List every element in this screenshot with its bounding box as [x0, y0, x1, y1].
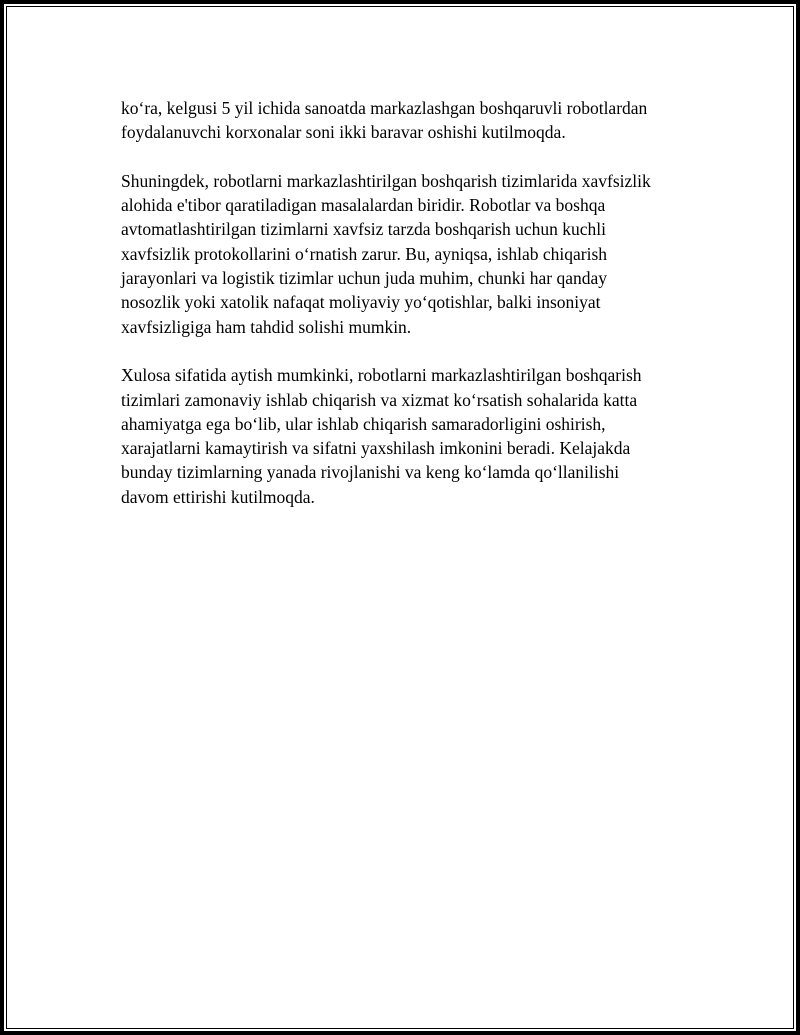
paragraph-conclusion: Xulosa sifatida aytish mumkinki, robotlarni markazlashtirilgan boshqarish tizimlari zamonaviy ishlab chiqarish va xizmat ko‘rsatish sohalarida katta ahamiyatga ega bo‘lib, ular ishlab chiqarish samaradorligini oshirish, xarajatlarni kamaytirish va sifatni yaxshilash imkonini beradi. Kelajakda bunday tizimlarning yanada rivojlanishi va keng ko‘lamda qo‘llanilishi davom ettirishi kutilmoqda.	[121, 365, 642, 507]
document-body	[121, 96, 691, 533]
paragraph-security: Shuningdek, robotlarni markazlashtirilgan boshqarish tizimlarida xavfsizlik alohida e'tibor qaratiladigan masalalardan biridir. Robotlar va boshqa avtomatlashtirilgan tizimlarni xavfsiz tarzda boshqarish uchun kuchli xavfsizlik protokollarini o‘rnatish zarur. Bu, ayniqsa, ishlab chiqarish jarayonlari va logistik tizimlar uchun juda muhim, chunki har qanday nosozlik yoki xatolik nafaqat moliyaviy yo‘qotishlar, balki insoniyat xavfsizligiga ham tahdid solishi mumkin.	[121, 170, 651, 337]
paragraph-continuation: ko‘ra, kelgusi 5 yil ichida sanoatda markazlashgan boshqaruvli robotlardan foydalanuvchi korxonalar soni ikki baravar oshishi kutilmoqda.	[121, 98, 648, 143]
